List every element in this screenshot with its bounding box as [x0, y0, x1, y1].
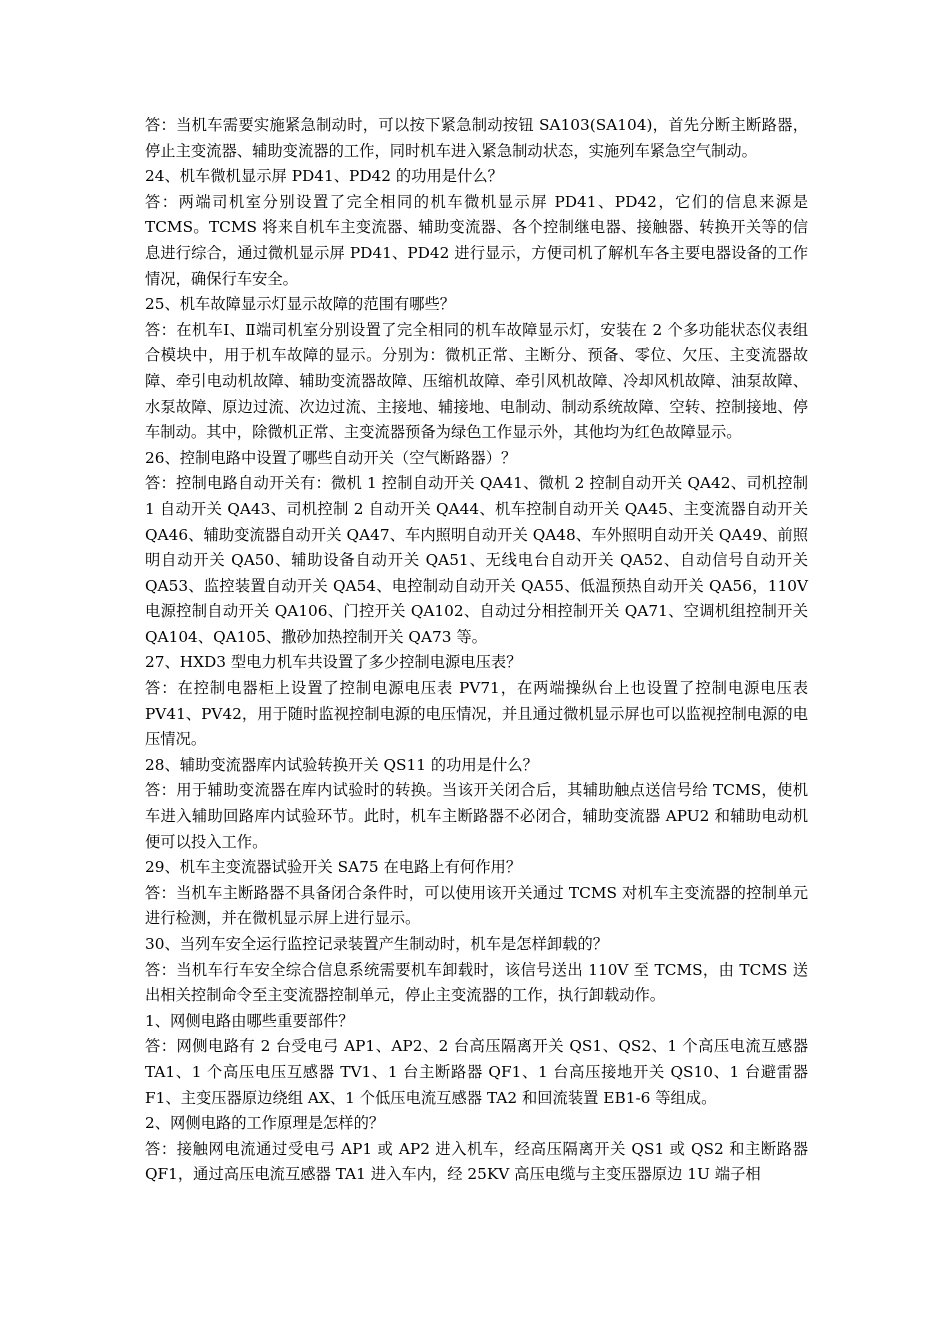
answer-28: 答：用于辅助变流器在库内试验时的转换。当该开关闭合后，其辅助触点送信号给 TCMS，使机车进入辅助回路库内试验环节。此时，机车主断路器不必闭合，辅助变流器 APU2 和辅助电动机便可以投入工作。	[145, 781, 809, 851]
question-26: 26、控制电路中设置了哪些自动开关（空气断路器）？	[145, 448, 517, 467]
answer-2: 答：接触网电流通过受电弓 AP1 或 AP2 进入机车，经高压隔离开关 QS1 或 QS2 和主断路器 QF1，通过高压电流互感器 TA1 进入车内，经 25KV 高压电缆与主变压器原边 1U 端子相	[145, 1139, 808, 1184]
answer-paragraph: 答：当机车需要实施紧急制动时，可以按下紧急制动按钮 SA103(SA104)，首先分断主断路器，停止主变流器、辅助变流器的工作，同时机车进入紧急制动状态，实施列车紧急空气制动。	[145, 116, 808, 160]
answer-26: 答：控制电路自动开关有：微机 1 控制自动开关 QA41、微机 2 控制自动开关 QA42、司机控制 1 自动开关 QA43、司机控制 2 自动开关 QA44、机车控制自动开关 QA45、主变流器自动开关 QA46、辅助变流器自动开关 QA47、车内照明自动开关 QA48、车外照明自动开关 QA49、前照明自动开关 QA50、辅助设备自动开关 QA51、无线电台自动开关 QA52、自动信号自动开关 QA53、监控装置自动开关 QA54、电控制动自动开关 QA55、低温预热自动开关 QA56，110V 电源控制自动开关 QA106、门控开关 QA102、自动过分相控制开关 QA71、空调机组控制开关 QA104、QA105、撒砂加热控制开关 QA73 等。	[145, 474, 808, 646]
question-2: 2、网侧电路的工作原理是怎样的？	[145, 1114, 385, 1133]
answer-29: 答：当机车主断路器不具备闭合条件时，可以使用该开关通过 TCMS 对机车主变流器的控制单元进行检测，并在微机显示屏上进行显示。	[145, 883, 808, 928]
question-24: 24、机车微机显示屏 PD41、PD42 的功用是什么？	[145, 167, 503, 186]
question-28: 28、辅助变流器库内试验转换开关 QS11 的功用是什么？	[145, 755, 538, 774]
question-27: 27、HXD3 型电力机车共设置了多少控制电源电压表？	[145, 653, 522, 672]
question-29: 29、机车主变流器试验开关 SA75 在电路上有何作用？	[145, 858, 522, 877]
answer-24: 答：两端司机室分别设置了完全相同的机车微机显示屏 PD41、PD42，它们的信息来源是 TCMS。TCMS 将来自机车主变流器、辅助变流器、各个控制继电器、接触器、转换开关等的信息进行综合，通过微机显示屏 PD41、PD42 进行显示，方便司机了解机车各主要电器设备的工作情况，确保行车安全。	[145, 192, 808, 288]
answer-25: 答：在机车Ⅰ、Ⅱ端司机室分别设置了完全相同的机车故障显示灯，安装在 2 个多功能状态仪表组合模块中，用于机车故障的显示。分别为：微机正常、主断分、预备、零位、欠压、主变流器故障、牵引电动机故障、辅助变流器故障、压缩机故障、牵引风机故障、冷却风机故障、油泵故障、水泵故障、原边过流、次边过流、主接地、辅接地、电制动、制动系统故障、空转、控制接地、停车制动。其中，除微机正常、主变流器预备为绿色工作显示外，其他均为红色故障显示。	[145, 320, 808, 442]
question-30: 30、当列车安全运行监控记录装置产生制动时，机车是怎样卸载的？	[145, 935, 609, 953]
document-body	[145, 113, 808, 1188]
question-1: 1、网侧电路由哪些重要部件？	[145, 1011, 354, 1030]
question-25: 25、机车故障显示灯显示故障的范围有哪些？	[145, 295, 456, 314]
answer-30: 答：当机车行车安全综合信息系统需要机车卸载时，该信号送出 110V 至 TCMS，由 TCMS 送出相关控制命令至主变流器控制单元，停止主变流器的工作，执行卸载动作。	[145, 960, 808, 1005]
answer-1: 答：网侧电路有 2 台受电弓 AP1、AP2、2 台高压隔离开关 QS1、QS2、1 个高压电流互感器 TA1、1 个高压电压互感器 TV1、1 台主断路器 QF1、1 台高压接地开关 QS10、1 台避雷器 F1、主变压器原边绕组 AX、1 个低压电流互感器 TA2 和回流装置 EB1-6 等组成。	[145, 1037, 808, 1107]
answer-27: 答：在控制电器柜上设置了控制电源电压表 PV71，在两端操纵台上也设置了控制电源电压表 PV41、PV42，用于随时监视控制电源的电压情况，并且通过微机显示屏也可以监视控制电源的电压情况。	[145, 679, 808, 749]
